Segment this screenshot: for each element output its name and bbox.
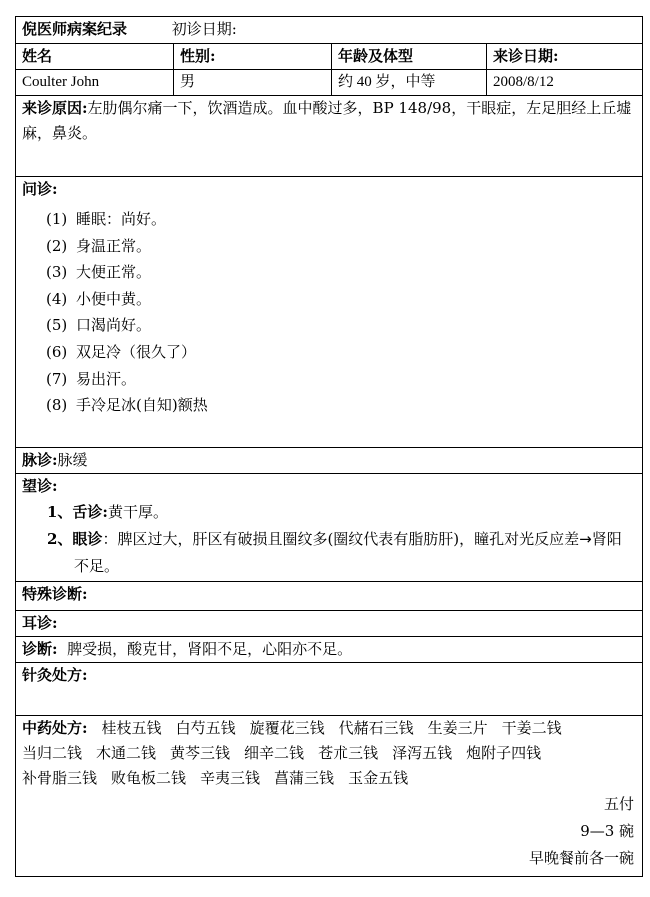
list-item [46,233,636,260]
list-item: 代赭石三钱 [338,719,414,737]
item-number: (2) [46,236,68,255]
list-item: 黄芩三钱 [170,744,231,762]
inquiry-label: 问诊: [22,180,58,198]
list-item: 泽泻五钱 [392,744,453,762]
herbal-row [16,716,643,877]
first-visit-date-label: 初诊日期: [171,20,237,38]
item-text: 身温正常。 [76,236,152,255]
special-diagnosis-label: 特殊诊断: [22,585,88,603]
item-text: 小便中黄。 [76,289,152,308]
medical-record-sheet [15,16,642,877]
title-row [16,17,643,44]
pulse-row [16,448,643,474]
eye-conclusion: 肾阳不足。 [74,530,622,575]
reason-row [16,96,643,177]
list-item [46,366,636,393]
list-item: 细辛二钱 [244,744,305,762]
list-item [46,286,636,313]
age-build-label: 年龄及体型 [332,44,487,70]
special-diagnosis-cell [16,582,643,611]
observation-label: 望诊: [22,477,58,495]
list-item: 干姜二钱 [501,719,562,737]
patient-row [16,70,643,96]
list-item [46,339,636,366]
list-item: 菖蒲三钱 [274,769,335,787]
item-text: 口渴尚好。 [76,316,152,335]
list-item: 败龟板二钱 [111,769,187,787]
list-item: 旋覆花三钱 [249,719,325,737]
herb-water: 9—3 碗 [580,822,635,840]
item-number: (5) [46,316,68,335]
list-item: 补骨脂三钱 [22,769,98,787]
patient-name: Coulter John [16,70,174,96]
inquiry-cell [16,177,643,448]
ear-diagnosis-row [16,611,643,637]
list-item: 辛夷三钱 [200,769,261,787]
sex-label: 性别: [174,44,332,70]
list-item: 苍朮三钱 [318,744,379,762]
ear-diagnosis-cell [16,611,643,637]
list-item: 玉金五钱 [348,769,409,787]
record-title: 倪医师病案纪录 [22,20,128,38]
special-diagnosis-row [16,582,643,611]
item-text: 双足冷（很久了） [76,342,197,361]
diagnosis-row [16,637,643,663]
herb-instructions: 早晚餐前各一碗 [529,849,635,867]
list-item [46,392,636,419]
item-number: (8) [46,396,68,415]
name-label: 姓名 [16,44,174,70]
list-item [46,206,636,233]
herb-list [22,716,636,791]
acupuncture-cell [16,663,643,716]
inquiry-list [46,206,636,419]
ear-diagnosis-label: 耳诊: [22,614,58,632]
list-item [46,312,636,339]
list-item: 当归二钱 [22,744,83,762]
diagnosis-label: 诊断: [22,640,58,658]
reason-label: 来诊原因: [22,99,88,117]
eye-text: ：脾区过大，肝区有破损且圈纹多(圈纹代表有脂肪肝)，瞳孔对光反应差 [102,530,580,548]
item-number: (1) [46,210,68,228]
reason-text: 左肋偶尔痛一下，饮酒造成。血中酸过多，BP 148/98，干眼症，左足胆经上丘墟麻，鼻炎。 [22,99,632,142]
diagnosis-text: 脾受损，酸克甘，肾阳不足，心阳亦不足。 [67,640,353,658]
inquiry-row [16,177,643,448]
herb-doses: 五付 [604,795,635,813]
item-number: (6) [46,342,68,361]
list-item [46,259,636,286]
item-text: 大便正常。 [76,263,152,282]
patient-visit-date: 2008/8/12 [487,70,643,96]
right-arrow-icon: → [579,530,592,548]
pulse-label: 脉诊: [22,451,58,469]
list-item: 炮附子四钱 [466,744,542,762]
medical-record-table [15,16,643,877]
acupuncture-label: 针灸处方: [22,666,88,684]
observation-cell [16,474,643,582]
tongue-text: 黄干厚。 [107,503,168,521]
item-text: 易出汗。 [76,369,137,388]
eye-diagnosis [48,526,636,580]
list-item: 白芍五钱 [175,719,236,737]
reason-cell [16,96,643,177]
pulse-cell [16,448,643,474]
herbal-label: 中药处方: [22,719,88,737]
list-item: 桂枝五钱 [101,719,162,737]
item-number: (3) [46,263,68,282]
acupuncture-row [16,663,643,716]
diagnosis-cell [16,637,643,663]
patient-age-build: 约 40 岁，中等 [332,70,487,96]
list-item: 生姜三片 [427,719,488,737]
item-number: (7) [46,369,68,388]
patient-sex: 男 [174,70,332,96]
tongue-label: 1、舌诊: [47,503,108,521]
item-number: (4) [46,289,68,308]
visit-date-label: 来诊日期: [487,44,643,70]
item-text: 手冷足冰(自知)额热 [76,396,208,415]
item-text: 睡眠：尚好。 [76,210,167,228]
list-item: 木通二钱 [96,744,157,762]
observation-row [16,474,643,582]
tongue-diagnosis [48,499,636,526]
eye-label: 2、眼诊 [47,530,103,548]
herbal-cell [16,716,643,877]
title-cell [16,17,643,44]
header-row [16,44,643,70]
pulse-text: 脉缓 [57,451,88,469]
